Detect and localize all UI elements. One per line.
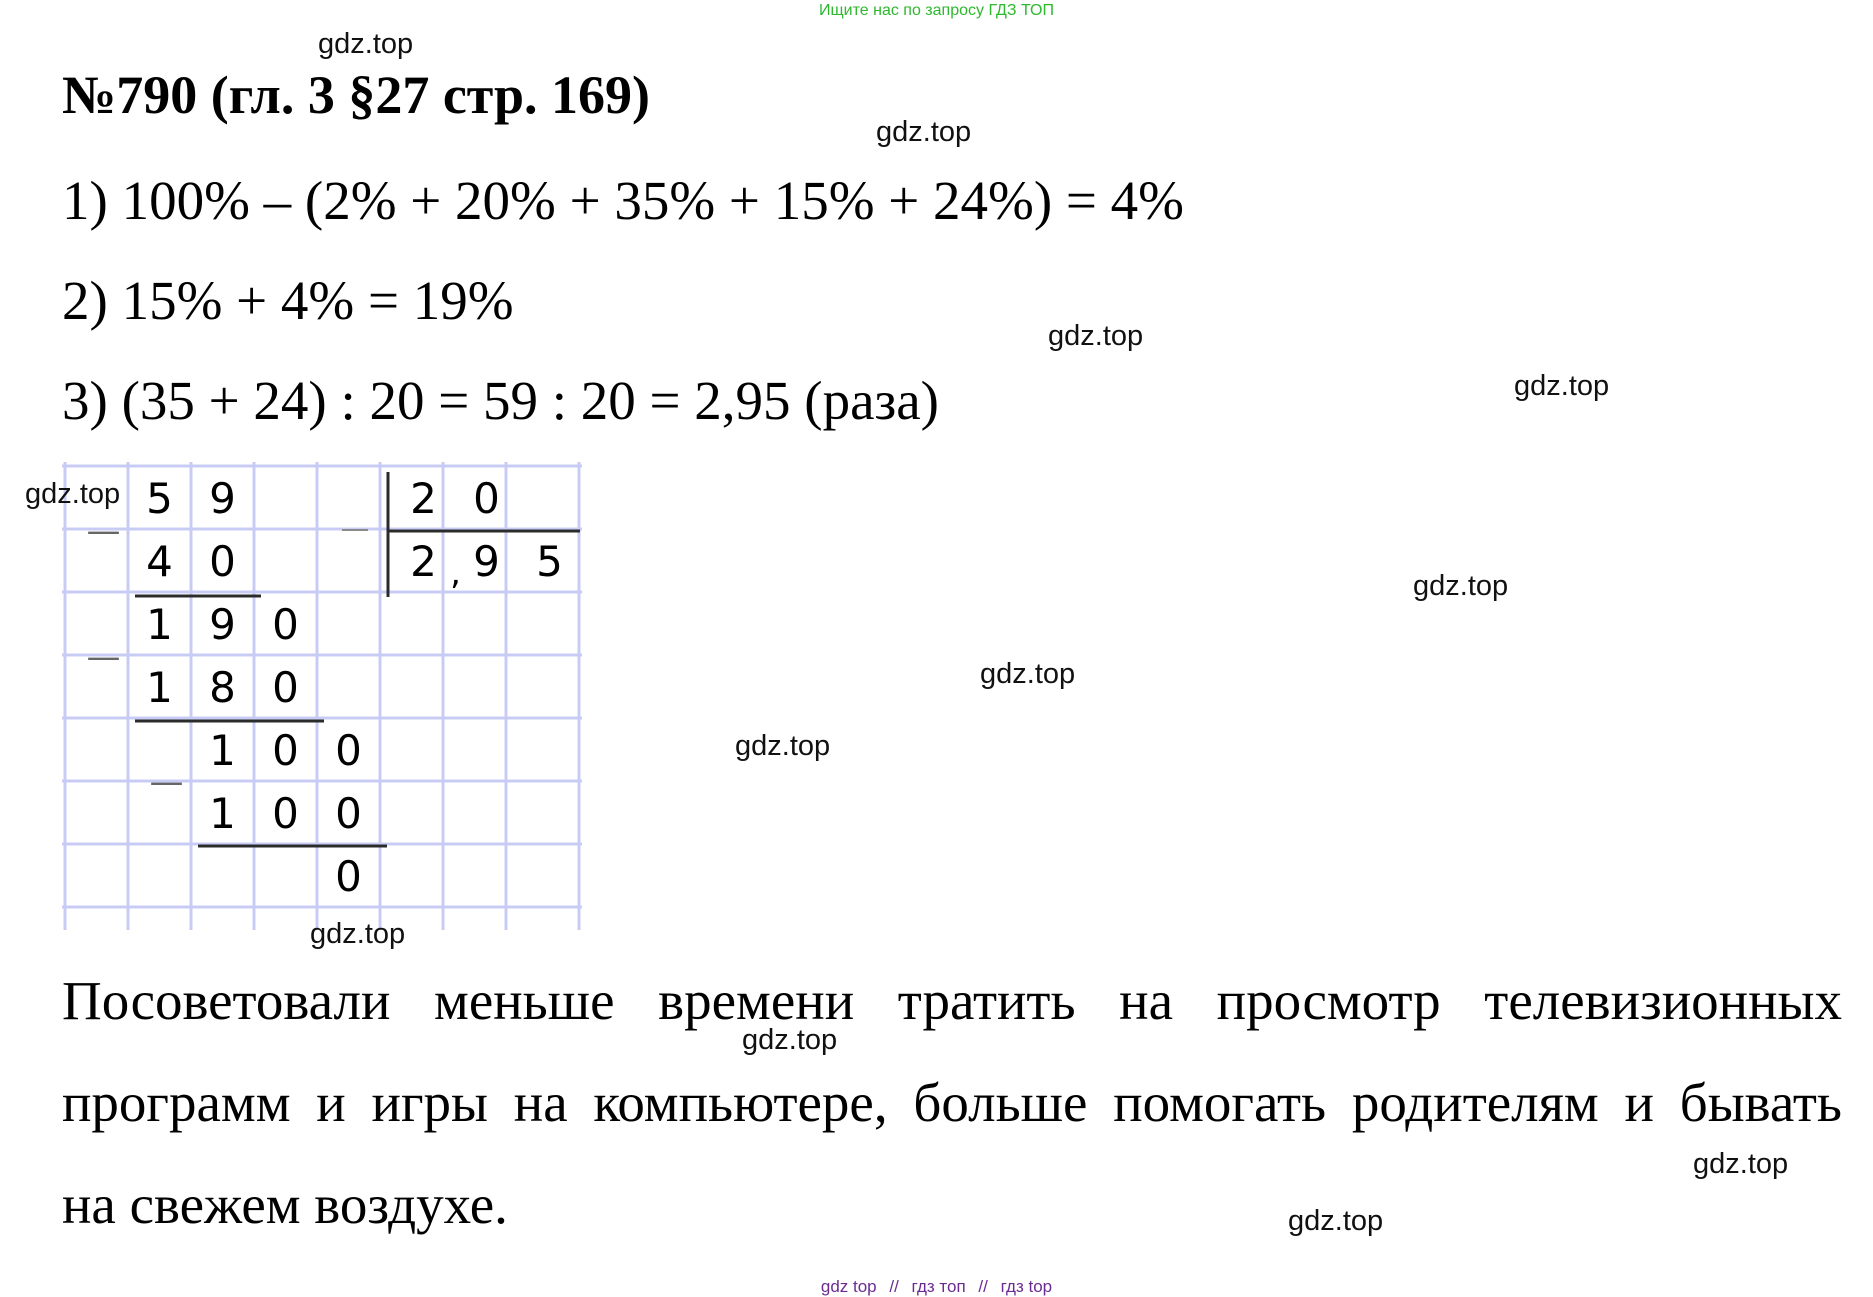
watermark: gdz.top	[735, 730, 831, 762]
watermark: gdz.top	[318, 28, 414, 60]
watermark: gdz.top	[1048, 320, 1144, 352]
watermark: gdz.top	[980, 658, 1076, 690]
dividend-digit: 5	[146, 474, 173, 523]
dividend-digit: 9	[209, 474, 236, 523]
footer-links	[0, 1277, 1873, 1297]
remainder-digit: 0	[335, 726, 362, 775]
minus-sign: —	[86, 637, 121, 677]
footer-separator: //	[889, 1277, 899, 1296]
watermark: gdz.top	[742, 1024, 838, 1056]
watermark: gdz.top	[310, 918, 406, 950]
subtrahend-digit: 8	[209, 663, 236, 712]
solution-step-2: 2) 15% + 4% = 19%	[62, 270, 514, 331]
conclusion-line-2: программ и игры на компьютере, больше помогать родителям и бывать	[62, 1072, 1842, 1133]
conclusion-line-1: Посоветовали меньше времени тратить на просмотр телевизионных	[62, 970, 1842, 1031]
problem-title: №790 (гл. 3 §27 стр. 169)	[62, 65, 650, 125]
remainder-digit: 1	[209, 726, 236, 775]
subtrahend-digit: 0	[272, 663, 299, 712]
final-remainder: 0	[335, 852, 362, 901]
solution-step-1: 1) 100% – (2% + 20% + 35% + 15% + 24%) = 4%	[62, 170, 1184, 231]
quotient-digit: 5	[536, 537, 563, 586]
subtrahend-digit: 4	[146, 537, 173, 586]
footer-link[interactable]: гдз топ	[911, 1277, 966, 1296]
subtrahend-digit: 1	[209, 789, 236, 838]
conclusion-paragraph	[62, 950, 1842, 1256]
watermark: gdz.top	[1693, 1148, 1789, 1180]
search-hint-banner: Ищите нас по запросу ГДЗ ТОП	[819, 2, 1054, 19]
remainder-digit: 1	[146, 600, 173, 649]
watermark: gdz.top	[1413, 570, 1509, 602]
remainder-digit: 0	[272, 726, 299, 775]
quotient-digit: 9	[473, 537, 500, 586]
remainder-digit: 9	[209, 600, 236, 649]
footer-link[interactable]: гдз top	[1000, 1277, 1053, 1296]
subtrahend-digit: 1	[146, 663, 173, 712]
subtrahend-digit: 0	[272, 789, 299, 838]
watermark: gdz.top	[876, 116, 972, 148]
remainder-digit: 0	[272, 600, 299, 649]
watermark: gdz.top	[1514, 370, 1610, 402]
long-division-grid	[62, 462, 582, 930]
quotient-digit: 2	[410, 537, 437, 586]
conclusion-line-3: на свежем воздухе.	[62, 1174, 508, 1235]
footer-separator: //	[978, 1277, 988, 1296]
subtrahend-digit: 0	[209, 537, 236, 586]
watermark: gdz.top	[25, 478, 121, 510]
divisor-digit: 2	[410, 474, 437, 523]
solution-step-3: 3) (35 + 24) : 20 = 59 : 20 = 2,95 (раза)	[62, 370, 939, 431]
divisor-digit: 0	[473, 474, 500, 523]
subtrahend-digit: 0	[335, 789, 362, 838]
footer-link[interactable]: gdz top	[820, 1277, 877, 1296]
minus-sign: —	[86, 511, 121, 551]
quotient-comma: ,	[450, 553, 461, 593]
minus-sign: —	[149, 762, 184, 802]
watermark: gdz.top	[1288, 1205, 1384, 1237]
